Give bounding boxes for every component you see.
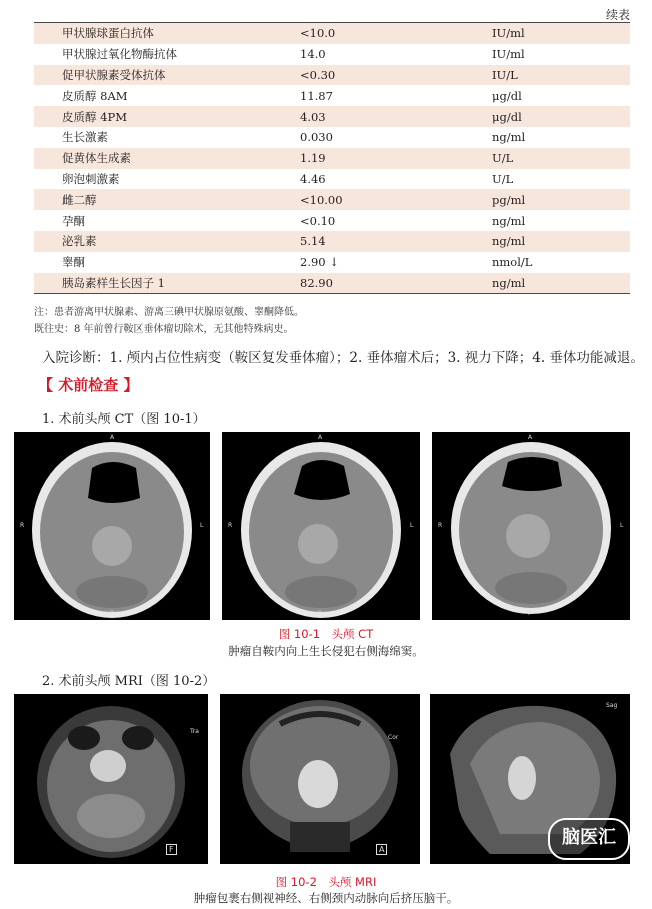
table-cell-value: <10.00 — [300, 192, 343, 207]
table-cell-value: <0.30 — [300, 67, 336, 82]
table-cell-value: 0.030 — [300, 130, 333, 145]
table-row — [34, 148, 630, 169]
mri-image-coronal: Cor A — [220, 694, 420, 864]
table-row — [34, 127, 630, 148]
table-cell-value: 2.90 ↓ — [300, 255, 339, 270]
admission-diagnosis: 入院诊断：1. 颅内占位性病变（鞍区复发垂体瘤）；2. 垂体瘤术后；3. 视力下降；4. 垂体功能减退。 — [42, 350, 644, 366]
table-row — [34, 231, 630, 252]
table-cell-item: 皮质醇 4PM — [62, 109, 127, 124]
table-cell-unit: μg/dl — [492, 109, 522, 124]
ct-figure-title: 图 10-1 头颅 CT — [278, 627, 374, 641]
table-cell-unit: IU/ml — [492, 47, 525, 62]
section-title: 【 术前检查 】 — [38, 376, 139, 394]
mri-image-sagittal: Sag — [430, 694, 630, 864]
table-cell-unit: ng/ml — [492, 213, 526, 228]
table-cell-item: 泌乳素 — [62, 234, 97, 249]
table-row — [34, 85, 630, 106]
table-note: 注：患者游离甲状腺素、游离三碘甲状腺原氨酸、睾酮降低。 — [34, 307, 304, 318]
table-cell-unit: ng/ml — [492, 130, 526, 145]
table-cell-item: 生长激素 — [62, 130, 108, 145]
table-cell-unit: U/L — [492, 171, 514, 186]
table-cell-unit: IU/L — [492, 67, 518, 82]
mri-image-axial: Tra F — [14, 694, 208, 864]
table-cell-unit: ng/ml — [492, 275, 526, 290]
table-cell-value: 1.19 — [300, 151, 326, 166]
ct-image-1: A R L P — [14, 432, 210, 620]
table-row — [34, 106, 630, 127]
table-cell-value: 14.0 — [300, 47, 326, 62]
table-cell-unit: nmol/L — [492, 255, 533, 270]
watermark-logo: 脑医汇 — [548, 818, 630, 860]
table-cell-item: 胰岛素样生长因子 1 — [62, 275, 165, 290]
table-cell-unit: ng/ml — [492, 234, 526, 249]
table-cell-item: 卵泡刺激素 — [62, 171, 120, 186]
table-row — [34, 189, 630, 210]
table-cell-item: 睾酮 — [62, 255, 85, 270]
table-cell-value: 82.90 — [300, 275, 333, 290]
table-row — [34, 23, 630, 44]
table-cell-item: 孕酮 — [62, 213, 85, 228]
table-cell-value: <10.0 — [300, 26, 336, 41]
ct-image-3: A R L P — [432, 432, 630, 620]
table-cell-item: 促黄体生成素 — [62, 151, 131, 166]
ct-figure-caption: 肿瘤自鞍内向上生长侵犯右侧海绵窦。 — [228, 644, 424, 658]
mri-heading: 2. 术前头颅 MRI（图 10-2） — [42, 674, 216, 689]
table-cell-value: 5.14 — [300, 234, 326, 249]
table-row — [34, 252, 630, 273]
table-cell-item: 雌二醇 — [62, 192, 97, 207]
table-cell-unit: μg/dl — [492, 88, 522, 103]
table-row — [34, 65, 630, 86]
table-row — [34, 169, 630, 190]
table-cell-item: 甲状腺过氧化物酶抗体 — [62, 47, 177, 62]
table-row — [34, 210, 630, 231]
table-cell-item: 甲状腺球蛋白抗体 — [62, 26, 154, 41]
table-row — [34, 44, 630, 65]
table-cell-item: 皮质醇 8AM — [62, 88, 128, 103]
lab-table — [34, 22, 630, 294]
table-cell-unit: IU/ml — [492, 26, 525, 41]
history-note: 既往史：8 年前曾行鞍区垂体瘤切除术，无其他特殊病史。 — [34, 324, 294, 335]
table-cell-value: 4.46 — [300, 171, 326, 186]
continued-label: 续表 — [605, 8, 630, 22]
table-cell-value: 11.87 — [300, 88, 333, 103]
table-cell-item: 促甲状腺素受体抗体 — [62, 67, 166, 82]
table-row — [34, 273, 630, 294]
table-cell-value: <0.10 — [300, 213, 336, 228]
table-cell-value: 4.03 — [300, 109, 326, 124]
ct-heading: 1. 术前头颅 CT（图 10-1） — [42, 412, 206, 427]
mri-figure-caption: 肿瘤包裹右侧视神经、右侧颈内动脉向后挤压脑干。 — [193, 891, 459, 905]
table-cell-unit: pg/ml — [492, 192, 526, 207]
ct-image-2: A R L P — [222, 432, 420, 620]
mri-figure-title: 图 10-2 头颅 MRI — [275, 875, 377, 889]
table-cell-unit: U/L — [492, 151, 514, 166]
